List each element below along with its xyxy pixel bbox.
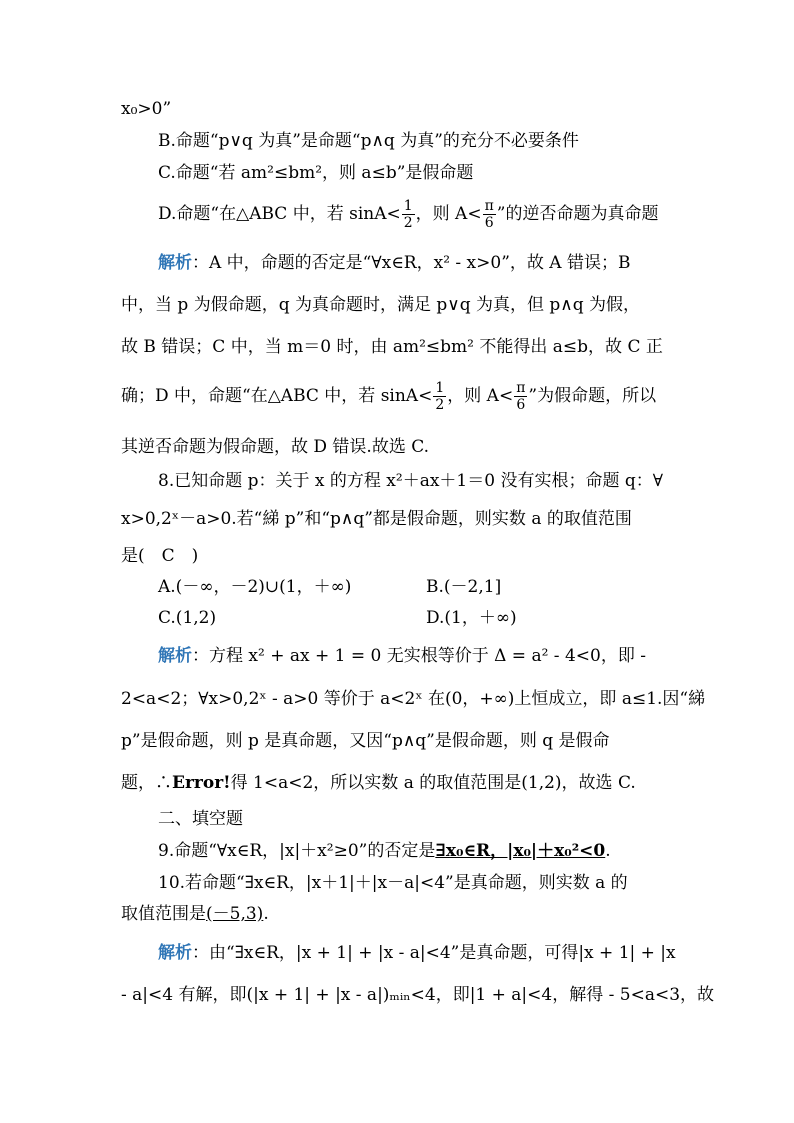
- line-text: 得 1<a<2，所以实数 a 的取值范围是(1,2)，故选 C.: [230, 773, 636, 793]
- analysis-label: 解析: [158, 253, 192, 273]
- fraction-denominator: 2: [435, 397, 445, 413]
- text-line-1: [121, 98, 676, 120]
- analysis-8-line-4: [121, 772, 676, 794]
- fraction-denominator: 6: [484, 215, 494, 231]
- section-title: 二、填空题: [158, 809, 243, 829]
- fraction-numerator: 1: [403, 198, 413, 214]
- line-text: - a|<4 有解，即(|x + 1| + |x - a|)ₘᵢₙ<4，即|1 + a|<4，解得 - 5<a<3，故: [121, 985, 715, 1005]
- line-text: D.命题“在△ABC 中，若 sinA<: [158, 204, 401, 224]
- analysis-7-line-3: [121, 336, 676, 358]
- question-8-line-3: [121, 545, 676, 567]
- line-text: 9.命题“∀x∈R，|x|＋x²≥0”的否定是: [158, 841, 436, 861]
- option-d-line: [158, 198, 713, 231]
- line-text: ，则 A<: [415, 204, 482, 224]
- option-b-line: [158, 130, 713, 152]
- option-c: C.(1,2): [158, 608, 217, 628]
- analysis-8-line-2: [121, 688, 706, 710]
- line-text: B.命题“p∨q 为真”是命题“p∧q 为真”的充分不必要条件: [158, 131, 579, 151]
- analysis-10-line-2: [121, 984, 715, 1006]
- question-9-line: [158, 840, 676, 862]
- analysis-label: 解析: [158, 943, 192, 963]
- question-8-line-1: [158, 470, 676, 492]
- analysis-7-line-4: [121, 380, 676, 413]
- question-10-line-1: [158, 872, 676, 894]
- line-text: 题，∴: [121, 773, 172, 793]
- line-text: C.命题“若 am²≤bm²，则 a≤b”是假命题: [158, 163, 474, 183]
- fraction-numerator: π: [484, 198, 494, 214]
- fraction-pi-six: [483, 198, 496, 231]
- line-text: ：A 中，命题的否定是“∀x∈R，x² - x>0”，故 A 错误；B: [192, 253, 631, 273]
- line-text: ：由“∃x∈R，|x + 1| + |x - a|<4”是真命题，可得|x + 1| + |x: [192, 943, 676, 963]
- options-ab: [158, 576, 676, 598]
- line-text: 2<a<2；∀x>0,2ˣ - a>0 等价于 a<2ˣ 在(0，+∞)上恒成立，即 a≤1.因“綈: [121, 689, 706, 709]
- line-text: p”是假命题，则 p 是真命题，又因“p∧q”是假命题，则 q 是假命: [121, 731, 610, 751]
- option-d: D.(1，＋∞): [426, 608, 517, 628]
- line-text: 故 B 错误；C 中，当 m＝0 时，由 am²≤bm² 不能得出 a≤b，故 C 正: [121, 337, 663, 357]
- fraction-pi-six: [514, 380, 527, 413]
- answer-9: ∃x₀∈R，|x₀|＋x₀²<0: [435, 841, 606, 861]
- line-text: 其逆否命题为假命题，故 D 错误.故选 C.: [121, 437, 430, 457]
- line-text: .: [605, 841, 611, 861]
- analysis-10-line-1: [158, 942, 676, 964]
- analysis-8-line-1: [158, 645, 676, 667]
- fraction-numerator: π: [516, 380, 526, 396]
- option-a: A.(－∞，－2)∪(1，＋∞): [158, 577, 352, 597]
- line-text: 确；D 中，命题“在△ABC 中，若 sinA<: [121, 386, 433, 406]
- fraction-one-half: [433, 380, 446, 413]
- line-text: 是( C ): [121, 546, 199, 566]
- fraction-denominator: 6: [516, 397, 526, 413]
- options-cd: [158, 607, 676, 629]
- line-text: 10.若命题“∃x∈R，|x＋1|＋|x－a|<4”是真命题，则实数 a 的: [158, 873, 628, 893]
- question-10-line-2: [121, 903, 676, 925]
- analysis-7-line-1: [158, 252, 676, 274]
- line-text: ：方程 x² + ax + 1 = 0 无实根等价于 Δ = a² - 4<0，即 -: [192, 646, 646, 666]
- answer-10: (－5,3): [206, 904, 264, 924]
- option-c-line: [158, 162, 713, 184]
- line-text: 中，当 p 为假命题，q 为真命题时，满足 p∨q 为真，但 p∧q 为假，: [121, 295, 641, 315]
- option-b: B.(－2,1]: [426, 577, 502, 597]
- line-text: ”为假命题，所以: [528, 386, 657, 406]
- line-text: 8.已知命题 p：关于 x 的方程 x²＋ax＋1＝0 没有实根；命题 q：∀: [158, 471, 664, 491]
- fraction-one-half: [402, 198, 415, 231]
- analysis-8-line-3: [121, 730, 676, 752]
- analysis-7-line-2: [121, 294, 676, 316]
- fraction-denominator: 2: [403, 215, 413, 231]
- analysis-label: 解析: [158, 646, 192, 666]
- section-heading: [158, 808, 676, 830]
- line-text: ，则 A<: [447, 386, 514, 406]
- fraction-numerator: 1: [435, 380, 445, 396]
- line-text: x>0,2ˣ－a>0.若“綈 p”和“p∧q”都是假命题，则实数 a 的取值范围: [121, 509, 632, 529]
- line-text: .: [263, 904, 269, 924]
- line-text: ”的逆否命题为真命题: [496, 204, 659, 224]
- line-text: x₀>0”: [121, 99, 172, 119]
- line-text: 取值范围是: [121, 904, 206, 924]
- question-8-line-2: [121, 508, 676, 530]
- analysis-7-line-5: [121, 436, 676, 458]
- error-text: Error!: [172, 773, 231, 793]
